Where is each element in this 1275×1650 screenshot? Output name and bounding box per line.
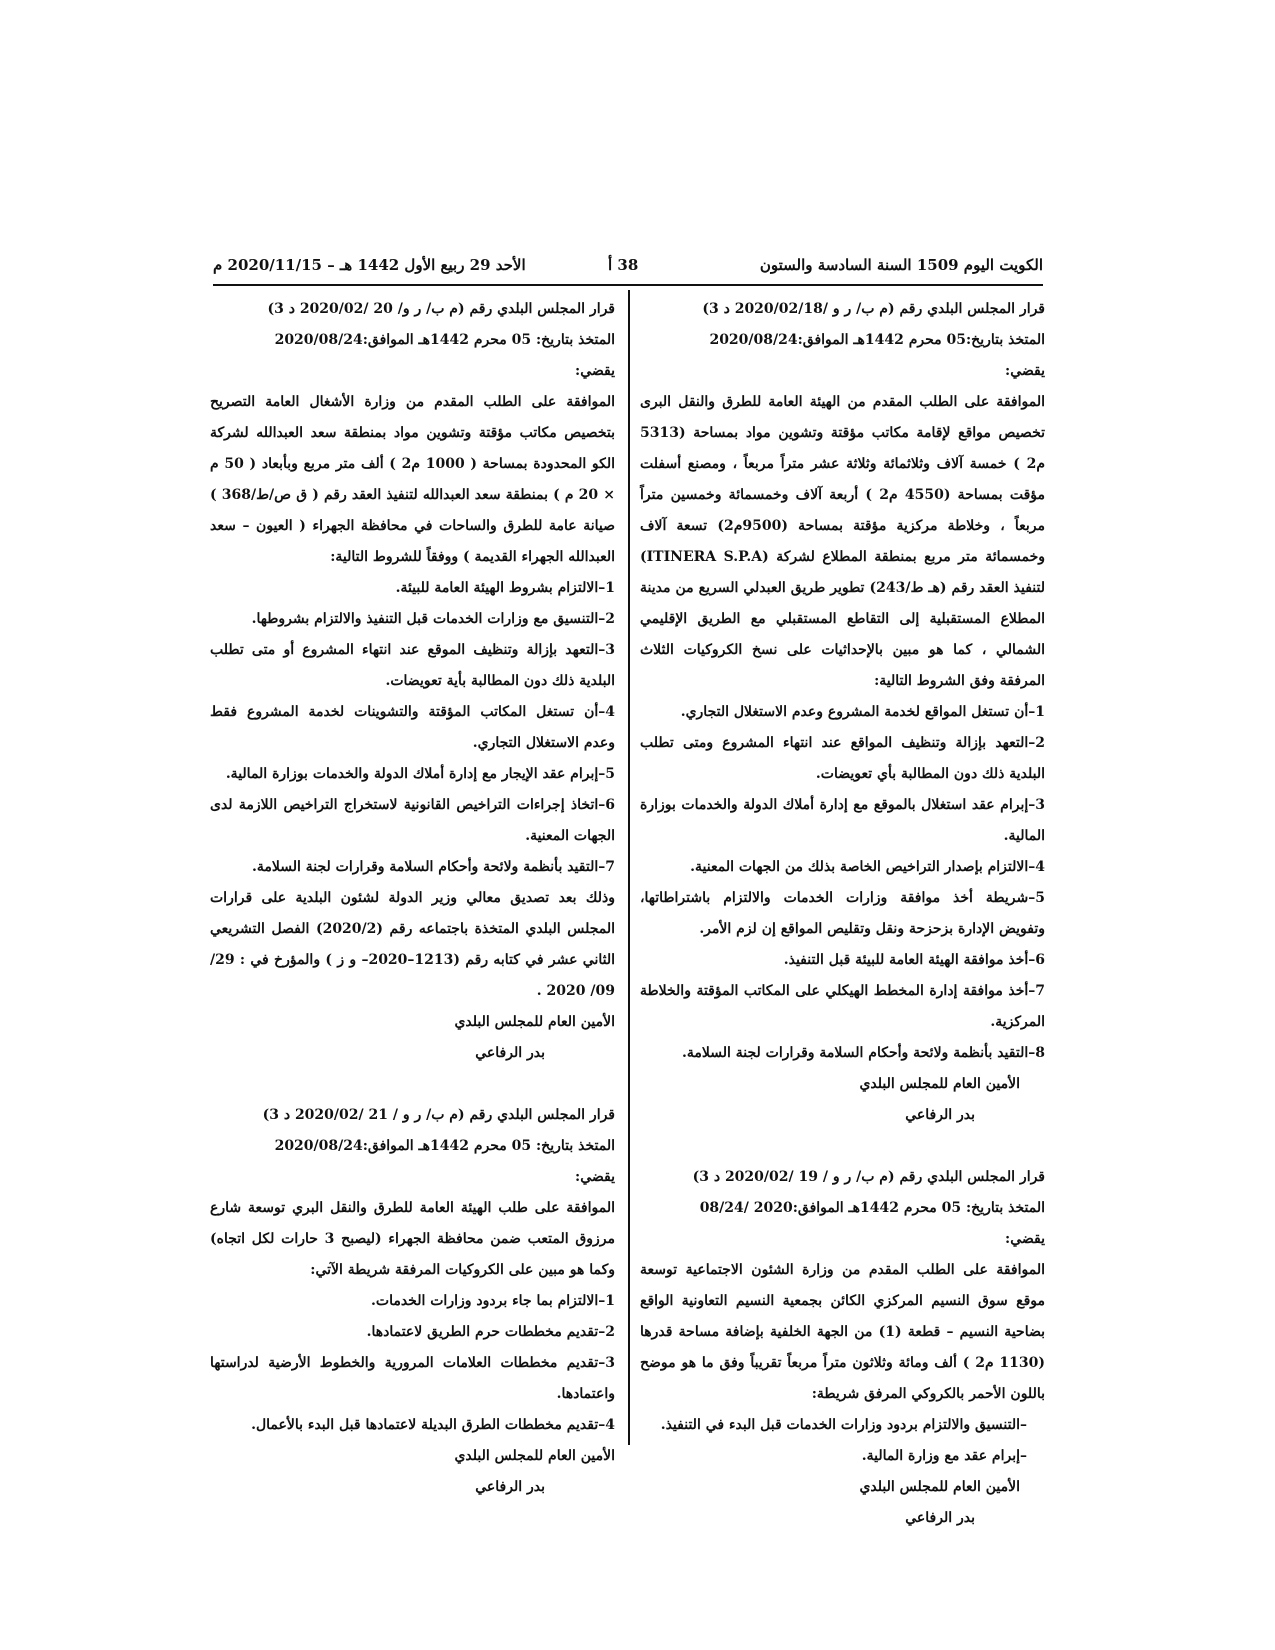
signer-title: الأمين العام للمجلس البلدي — [859, 1479, 1020, 1495]
page-header — [213, 256, 1043, 282]
decision-3 — [210, 294, 615, 1069]
condition-item: 6–اتخاذ إجراءات التراخيص القانونية لاستخراج التراخيص اللازمة لدى الجهات المعنية. — [210, 797, 615, 844]
header-rule — [213, 284, 1043, 286]
condition-item: 5–إبرام عقد الإيجار مع إدارة أملاك الدولة والخدمات بوزارة المالية. — [225, 766, 615, 782]
left-column — [210, 294, 615, 1503]
condition-item: 7–أخذ موافقة إدارة المخطط الهيكلي على المكاتب المؤقتة والخلاطة المركزية. — [640, 983, 1045, 1030]
spacer — [210, 1069, 615, 1100]
condition-item: 1–الالتزام بشروط الهيئة العامة للبيئة. — [395, 580, 615, 596]
decision-decides: يقضي: — [575, 1169, 615, 1185]
condition-item: 2–التعهد بإزالة وتنظيف المواقع عند انتهاء المشروع ومتى تطلب البلدية ذلك دون المطالبة بأي تعويضات. — [640, 735, 1045, 782]
spacer — [640, 1131, 1045, 1162]
decision-1 — [640, 294, 1045, 1131]
signer-name: بدر الرفاعي — [475, 1479, 545, 1495]
condition-item: 5–شريطة أخذ موافقة وزارات الخدمات والالتزام باشتراطاتها، وتفويض الإدارة بزحزحة ونقل وتقليص المواقع إن لزم الأمر. — [640, 890, 1045, 937]
header-page-number: 38 أ — [608, 256, 639, 274]
signer-title: الأمين العام للمجلس البلدي — [454, 1448, 615, 1464]
condition-item: 3–التعهد بإزالة وتنظيف الموقع عند انتهاء المشروع أو متى تطلب البلدية ذلك دون المطالبة بأية تعويضات. — [210, 642, 615, 689]
decision-title: قرار المجلس البلدي رقم (م ب/ ر و/ 20 /2020/02 د 3) — [267, 301, 615, 317]
condition-item: 4–الالتزام بإصدار التراخيص الخاصة بذلك من الجهات المعنية. — [690, 859, 1045, 875]
condition-item: 6–أخذ موافقة الهيئة العامة للبيئة قبل التنفيذ. — [783, 952, 1045, 968]
header-date: الأحد 29 ربيع الأول 1442 هـ – 2020/11/15 م — [213, 256, 526, 274]
closing-text: وذلك بعد تصديق معالي وزير الدولة لشئون البلدية على قرارات المجلس البلدي المتخذة باجتماعه رقم (2020/2) الفصل التشريعي الثاني عشر في كتابه رقم (1213–2020– و ز ) والمؤرخ في : 29/ 09/ 2020 . — [210, 890, 615, 999]
decision-date: المتخذ بتاريخ: 05 محرم 1442هـ الموافق:2020/08/24 — [274, 332, 615, 348]
condition-item: 4–أن تستغل المكاتب المؤقتة والتشوينات لخدمة المشروع فقط وعدم الاستغلال التجاري. — [210, 704, 615, 751]
right-column — [640, 294, 1045, 1534]
condition-item: 1–الالتزام بما جاء بردود وزارات الخدمات. — [371, 1293, 615, 1309]
decision-body: الموافقة على الطلب المقدم من وزارة الأشغال العامة التصريح بتخصيص مكاتب مؤقتة وتشوين مواد بمنطقة سعد العبدالله لشركة الكو المحدودة بمساحة ( 1000 م2 ) ألف متر مربع وبأبعاد ( 50 م × 20 م ) بمنطقة سعد العبدالله لتنفيذ العقد رقم ( ق ص/ط/368 ) صيانة عامة للطرق والساحات في محافظة الجهراء ( العيون – سعد العبدالله الجهراء القديمة ) ووفقاً للشروط التالية: — [210, 394, 616, 565]
condition-item: 3–تقديم مخططات العلامات المرورية والخطوط الأرضية لدراستها واعتمادها. — [210, 1355, 615, 1402]
signer-title: الأمين العام للمجلس البلدي — [859, 1076, 1020, 1092]
condition-item: –إبرام عقد مع وزارة المالية. — [861, 1448, 1027, 1464]
condition-item: 7–التقيد بأنظمة ولائحة وأحكام السلامة وقرارات لجنة السلامة. — [251, 859, 615, 875]
decision-decides: يقضي: — [575, 363, 615, 379]
decision-title: قرار المجلس البلدي رقم (م ب/ ر و / 19 /2020/02 د 3) — [692, 1169, 1045, 1185]
decision-decides: يقضي: — [1005, 363, 1045, 379]
decision-4 — [210, 1100, 615, 1503]
condition-item: –التنسيق والالتزام بردود وزارات الخدمات قبل البدء في التنفيذ. — [660, 1417, 1027, 1433]
condition-item: 4–تقديم مخططات الطرق البديلة لاعتمادها قبل البدء بالأعمال. — [251, 1417, 615, 1433]
column-rule — [628, 290, 630, 1445]
decision-body: الموافقة على الطلب المقدم من وزارة الشئون الاجتماعية توسعة موقع سوق النسيم المركزي الكائن بجمعية النسيم التعاونية الواقع بضاحية النسيم – قطعة (1) من الجهة الخلفية بإضافة مساحة قدرها (1130 م2 ) ألف ومائة وثلاثون متراً مربعاً تقريباً وفق ما هو موضح باللون الأحمر بالكروكي المرفق شريطة: — [640, 1262, 1046, 1402]
decision-title: قرار المجلس البلدي رقم (م ب/ ر و / 21 /2020/02 د 3) — [262, 1107, 615, 1123]
header-issue: الكويت اليوم 1509 السنة السادسة والستون — [759, 256, 1043, 274]
decision-title: قرار المجلس البلدي رقم (م ب/ ر و /2020/02/18 د 3) — [702, 301, 1045, 317]
decision-body: الموافقة على الطلب المقدم من الهيئة العامة للطرق والنقل البرى تخصيص مواقع لإقامة مكاتب مؤقتة وتشوين مواد بمساحة (5313 م2 ) خمسة آلاف وثلاثمائة وثلاثة عشر متراً مربعاً ، ومصنع أسفلت مؤقت بمساحة (4550 م2 ) أربعة آلاف وخمسمائة وخمسين متراً مربعاً ، وخلاطة مركزية مؤقتة بمساحة (9500م2) تسعة آلاف وخمسمائة متر مربع بمنطقة المطلاع لشركة (ITINERA S.P.A) لتنفيذ العقد رقم (هـ ط/243) تطوير طريق العبدلي السريع من مدينة المطلاع المستقبلية إلى التقاطع المستقبلي مع الطريق الإقليمي الشمالي ، كما هو مبين بالإحداثيات على نسخ الكروكيات الثلاث المرفقة وفق الشروط التالية: — [640, 394, 1045, 689]
decision-date: المتخذ بتاريخ:05 محرم 1442هـ الموافق:2020/08/24 — [709, 332, 1045, 348]
condition-item: 3–إبرام عقد استغلال بالموقع مع إدارة أملاك الدولة والخدمات بوزارة المالية. — [640, 797, 1045, 844]
decision-date: المتخذ بتاريخ: 05 محرم 1442هـ الموافق:2020 /08/24 — [699, 1200, 1045, 1216]
signer-name: بدر الرفاعي — [475, 1045, 545, 1061]
condition-item: 1–أن تستغل المواقع لخدمة المشروع وعدم الاستغلال التجاري. — [680, 704, 1045, 720]
decision-date: المتخذ بتاريخ: 05 محرم 1442هـ الموافق:2020/08/24 — [274, 1138, 615, 1154]
decision-body: الموافقة على طلب الهيئة العامة للطرق والنقل البري توسعة شارع مرزوق المتعب ضمن محافظة الجهراء (ليصبح 3 حارات لكل اتجاه) وكما هو مبين على الكروكيات المرفقة شريطة الآتي: — [210, 1200, 615, 1278]
condition-item: 2–التنسيق مع وزارات الخدمات قبل التنفيذ والالتزام بشروطها. — [251, 611, 615, 627]
signer-name: بدر الرفاعي — [905, 1510, 975, 1526]
decision-decides: يقضي: — [1005, 1231, 1045, 1247]
decision-2 — [640, 1162, 1045, 1534]
condition-item: 8–التقيد بأنظمة ولائحة وأحكام السلامة وقرارات لجنة السلامة. — [681, 1045, 1045, 1061]
condition-item: 2–تقديم مخططات حرم الطريق لاعتمادها. — [366, 1324, 615, 1340]
signer-title: الأمين العام للمجلس البلدي — [454, 1014, 615, 1030]
signer-name: بدر الرفاعي — [905, 1107, 975, 1123]
